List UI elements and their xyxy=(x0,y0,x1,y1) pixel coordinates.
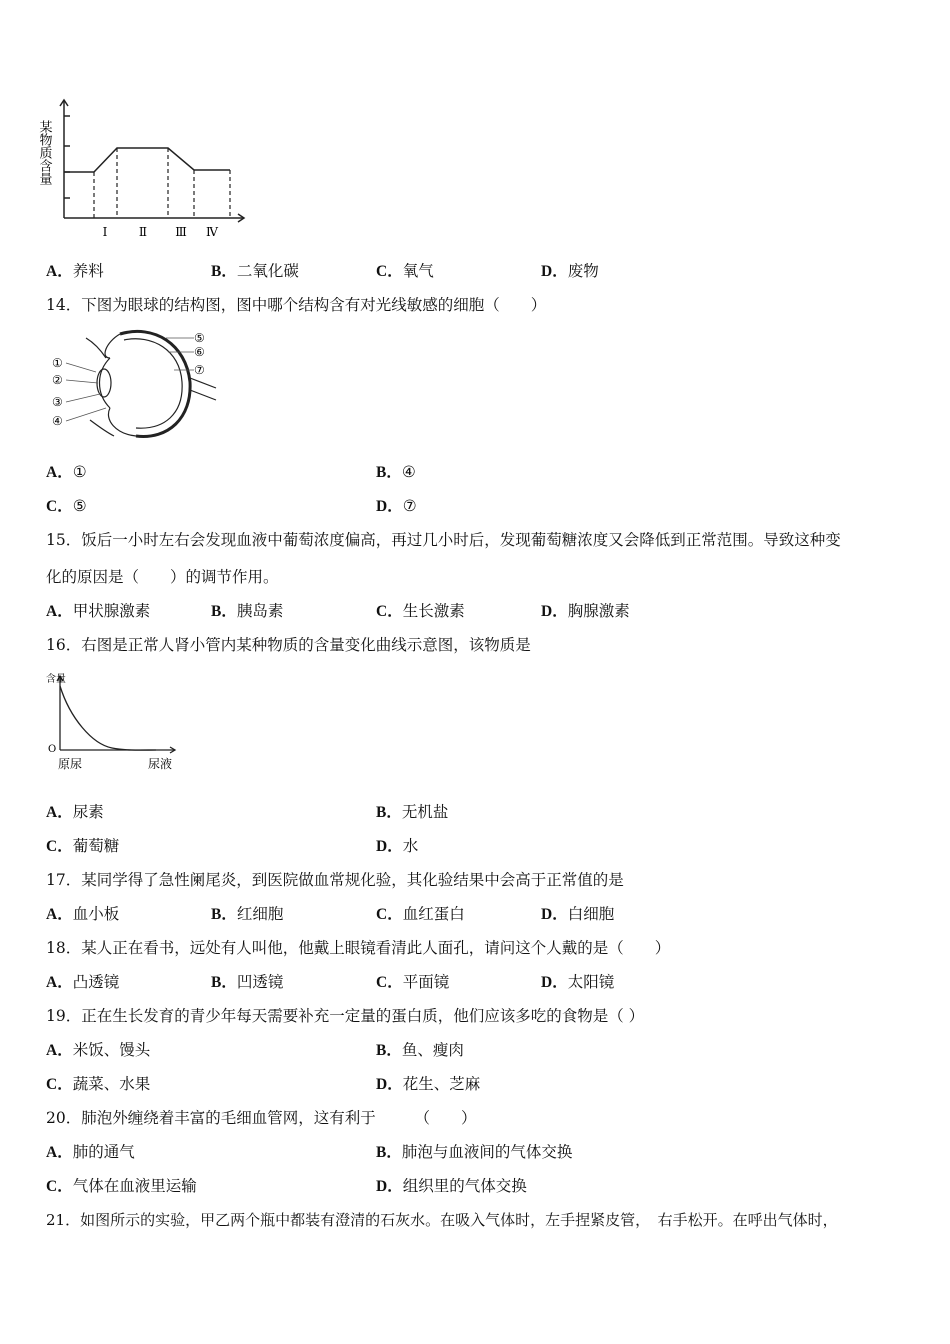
q20-option-d: D．组织里的气体交换 xyxy=(376,1177,527,1195)
q17-option-c: C．血红蛋白 xyxy=(376,905,465,923)
q18-option-c: C．平面镜 xyxy=(376,973,450,991)
q18-option-a: A．凸透镜 xyxy=(46,973,120,991)
q16-option-d: D．水 xyxy=(376,837,419,855)
q15-option-d: D．胸腺激素 xyxy=(541,602,630,620)
q14-option-b: B．④ xyxy=(376,463,416,481)
q20-stem: 20．肺泡外缠绕着丰富的毛细血管网，这有利于 （ ） xyxy=(46,1109,477,1127)
q15-option-a: A．甲状腺激素 xyxy=(46,602,151,620)
curve-xend: 尿液 xyxy=(148,757,173,771)
q15-stem-line2: 化的原因是（ ）的调节作用。 xyxy=(46,568,279,586)
q19-option-b: B．鱼、瘦肉 xyxy=(376,1041,464,1059)
eyeball-diagram xyxy=(46,328,221,443)
q18-option-d: D．太阳镜 xyxy=(541,973,615,991)
q16-option-c: C．葡萄糖 xyxy=(46,837,120,855)
q16-option-a: A．尿素 xyxy=(46,803,104,821)
q14-stem: 14．下图为眼球的结构图，图中哪个结构含有对光线敏感的细胞（ ） xyxy=(46,296,547,314)
eye-label-2: ② xyxy=(52,373,63,387)
eye-label-4: ④ xyxy=(52,414,63,428)
q18-stem: 18．某人正在看书，远处有人叫他，他戴上眼镜看清此人面孔，请问这个人戴的是（ ） xyxy=(46,939,671,957)
q17-option-a: A．血小板 xyxy=(46,905,120,923)
q15-option-b: B．胰岛素 xyxy=(211,602,284,620)
q14-option-d: D．⑦ xyxy=(376,497,417,515)
q18-option-b: B．凹透镜 xyxy=(211,973,284,991)
q19-option-a: A．米饭、馒头 xyxy=(46,1041,151,1059)
xtick-3: Ⅲ xyxy=(175,225,187,239)
q17-stem: 17．某同学得了急性阑尾炎，到医院做血常规化验，其化验结果中会高于正常值的是 xyxy=(46,871,624,889)
q17-option-b: B．红细胞 xyxy=(211,905,284,923)
q14-option-a: A．① xyxy=(46,463,87,481)
q21-stem: 21．如图所示的实验，甲乙两个瓶中都装有澄清的石灰水。在吸入气体时，左手捏紧皮管， 右手松开。在呼出气体时， xyxy=(46,1211,838,1229)
xtick-4: Ⅳ xyxy=(206,225,218,239)
eye-label-1: ① xyxy=(52,356,63,370)
q14-option-c: C．⑤ xyxy=(46,497,87,515)
q20-option-b: B．肺泡与血液间的气体交换 xyxy=(376,1143,573,1161)
q13-option-a: A．养料 xyxy=(46,262,104,280)
chart-ylabel: 某物质含量 xyxy=(36,120,52,185)
curve-xstart: 原尿 xyxy=(58,757,83,771)
q16-stem: 16．右图是正常人肾小管内某种物质的含量变化曲线示意图，该物质是 xyxy=(46,636,531,654)
q20-option-a: A．肺的通气 xyxy=(46,1143,135,1161)
renal-tubule-curve-chart xyxy=(40,668,185,773)
q19-stem: 19．正在生长发育的青少年每天需要补充一定量的蛋白质，他们应该多吃的食物是（ ） xyxy=(46,1007,645,1025)
substance-content-chart xyxy=(36,98,260,243)
q15-stem-line1: 15．饭后一小时左右会发现血液中葡萄浓度偏高，再过几小时后，发现葡萄糖浓度又会降低到正常范围。导致这种变 xyxy=(46,531,841,549)
q19-option-c: C．蔬菜、水果 xyxy=(46,1075,151,1093)
q17-option-d: D．白细胞 xyxy=(541,905,615,923)
eye-label-5: ⑤ xyxy=(194,331,205,345)
q13-option-b: B．二氧化碳 xyxy=(211,262,299,280)
eye-label-7: ⑦ xyxy=(194,363,205,377)
q13-option-d: D．废物 xyxy=(541,262,599,280)
q15-option-c: C．生长激素 xyxy=(376,602,465,620)
q20-option-c: C．气体在血液里运输 xyxy=(46,1177,197,1195)
q13-option-c: C．氧气 xyxy=(376,262,434,280)
xtick-1: Ⅰ xyxy=(102,225,108,239)
xtick-2: Ⅱ xyxy=(138,225,148,239)
q16-option-b: B．无机盐 xyxy=(376,803,449,821)
curve-origin: O xyxy=(48,744,57,755)
q19-option-d: D．花生、芝麻 xyxy=(376,1075,481,1093)
eye-label-3: ③ xyxy=(52,395,63,409)
curve-ylabel: 含量 xyxy=(46,674,66,685)
eye-label-6: ⑥ xyxy=(194,345,205,359)
